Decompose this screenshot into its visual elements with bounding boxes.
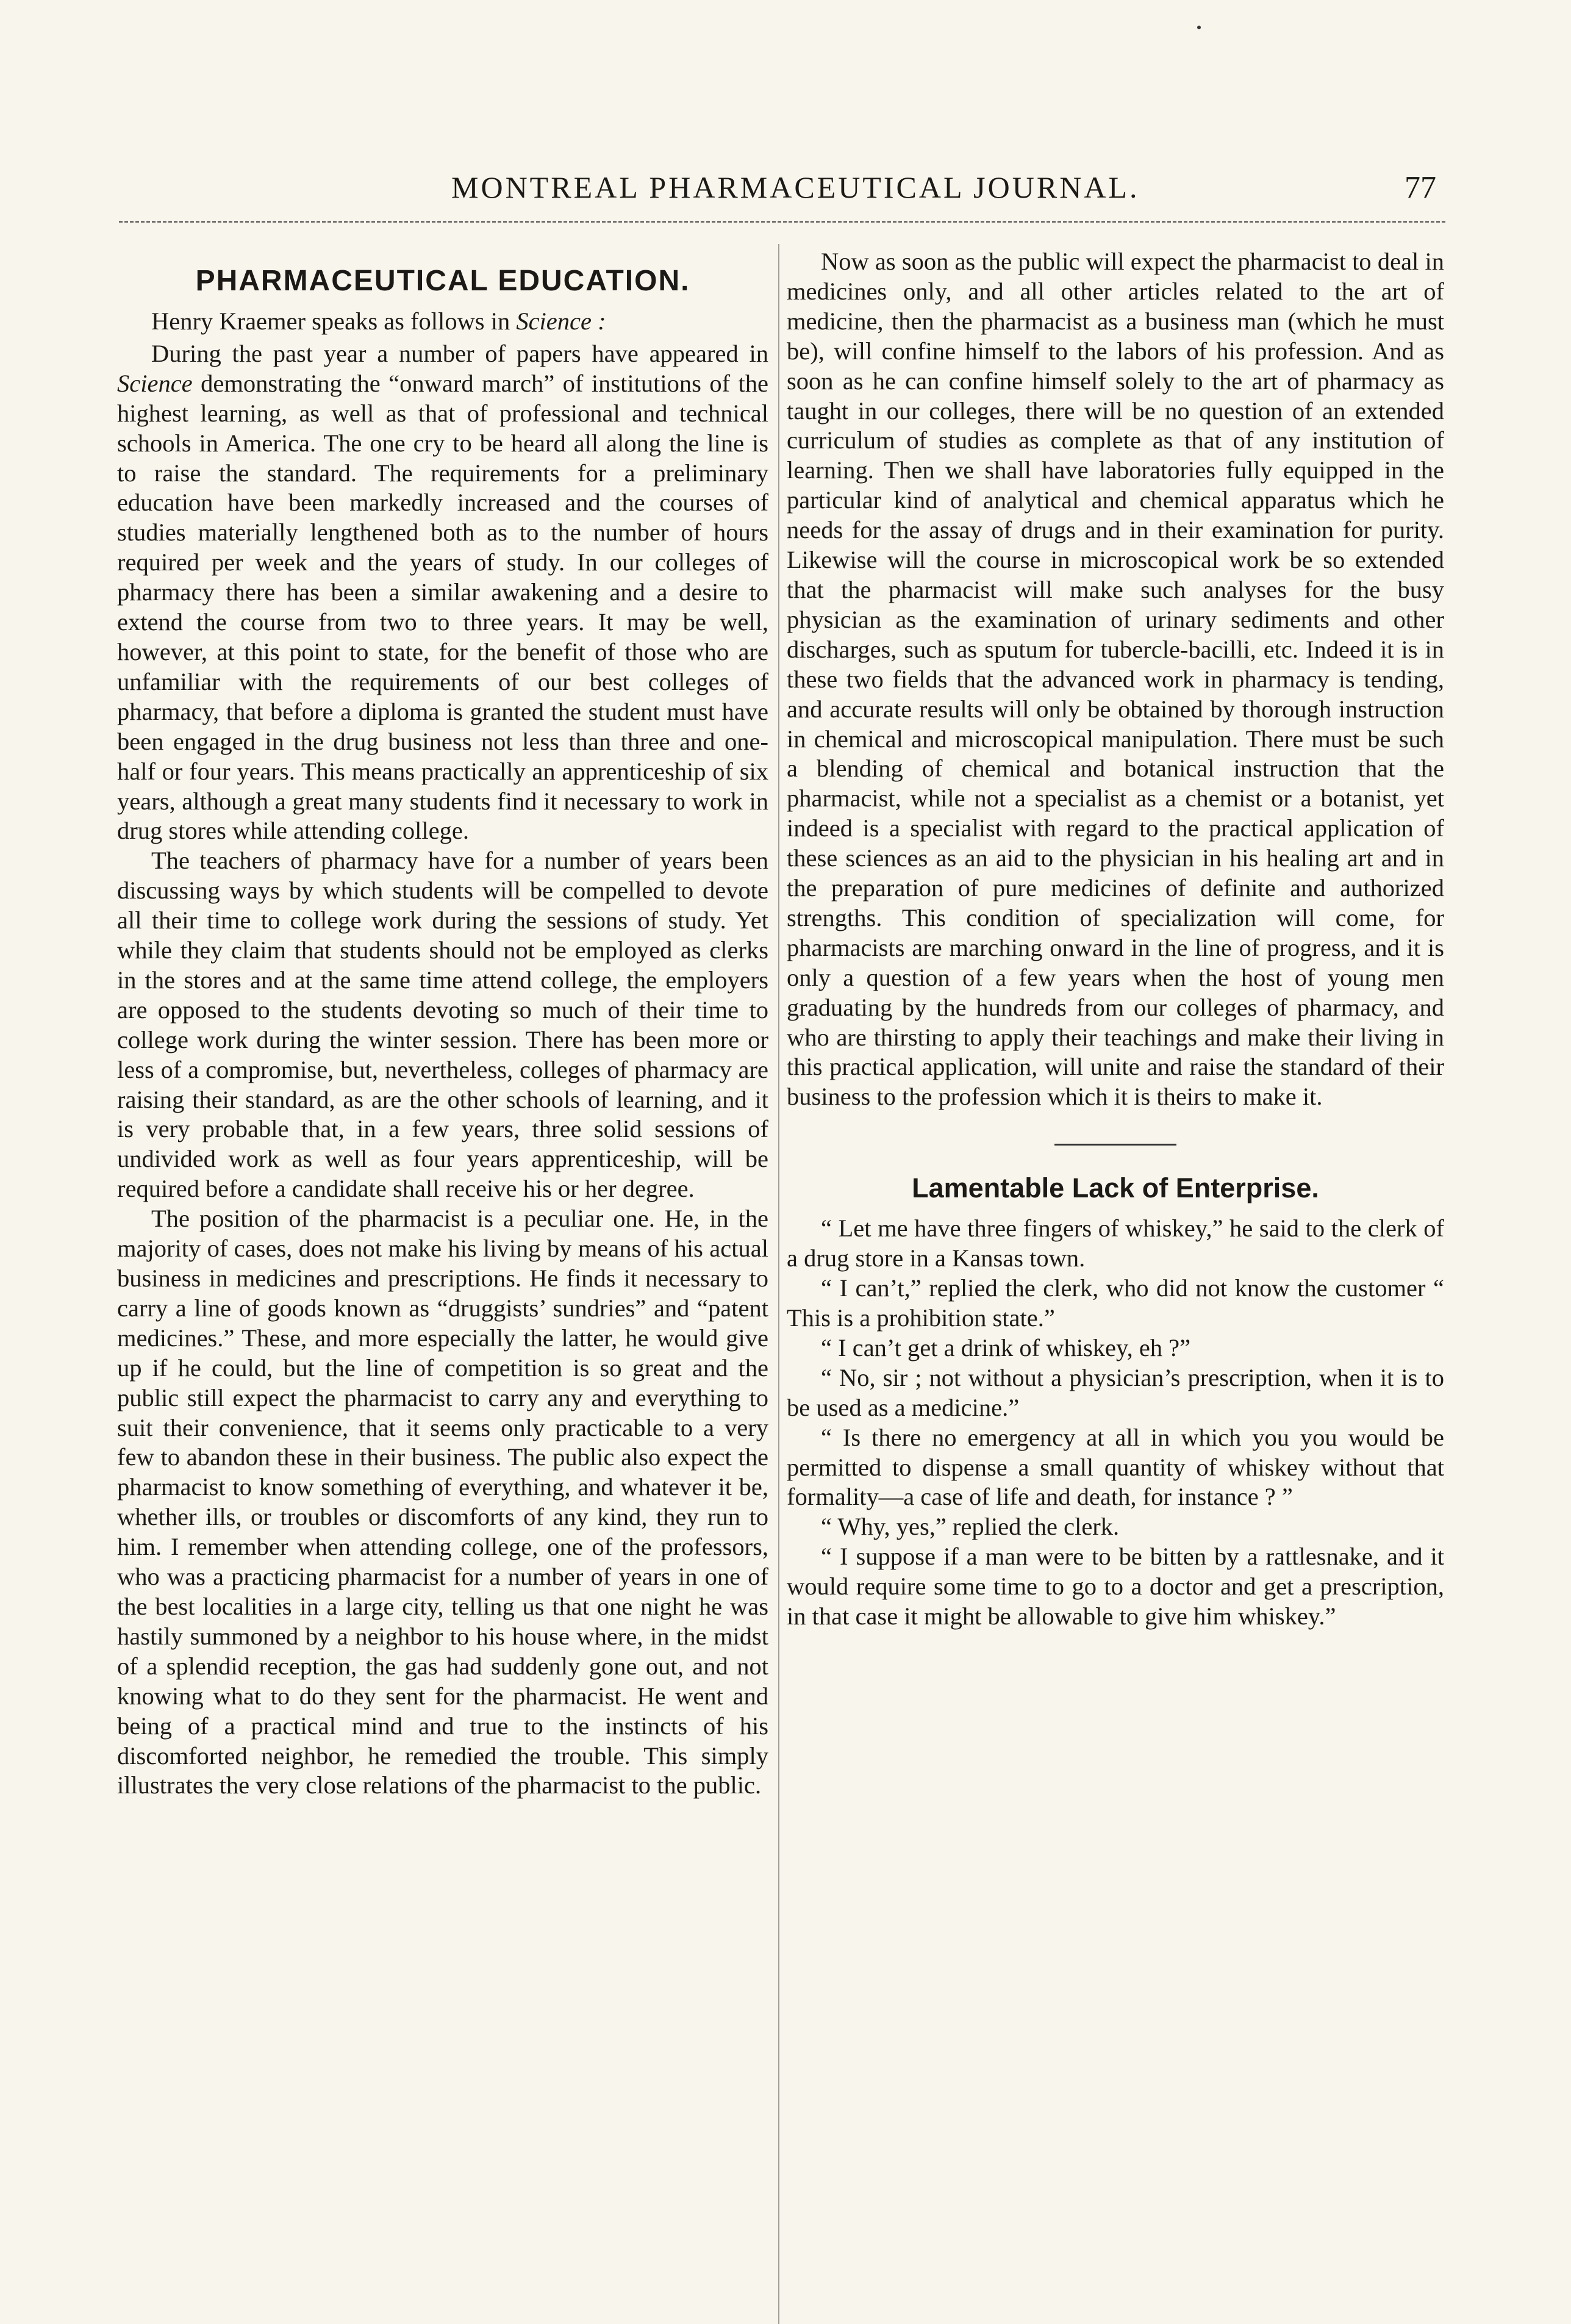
page-number: 77 (1405, 170, 1436, 205)
paragraph-4: Now as soon as the public will expect the pharmacist to deal in medicines only, and all other articles related to the art of medicine, then the pharmacist as a business man (which he must be), will confine himself to the labors of his profession. And as soon as he can confine himself solely to the art of pharmacy as taught in our colleges, there will be no question of an extended curriculum of studies as complete as that of any institution of learning. Then we shall have laboratories fully equipped in the particular kind of analytical and chemical apparatus which he needs for the assay of drugs and in their examination for purity. Likewise will the course in microscopical work be so extended that the pharmacist will make such analyses for the busy physician as the examination of urinary sediments and other discharges, such as sputum for tubercle-bacilli, etc. Indeed it is in these two fields that the advanced work in pharmacy is tending, and accurate results will only be obtained by thorough instruction in chemical and microscopical manipulation. There must be such a blending of chemical and botanical instruction that the pharmacist, while not a specialist as a chemist or a botanist, yet indeed is a specialist with regard to the practical application of these sciences as an aid to the physician in his healing art and in the preparation of pure medicines of definite and authorized strengths. This condition of specialization will come, for pharmacists are marching onward in the line of progress, and it is only a question of a few years when the host of young men graduating by the hundreds from our colleges of pharmacy, and who are thirsting to apply their teachings and make their living in this practical application, will unite and raise the standard of their business to the profession which it is theirs to make it. (787, 248, 1444, 1111)
paragraph-2: The teachers of pharmacy have for a number of years been discussing ways by which students will be compelled to devote all their time to college work during the sessions of study. Yet while they claim that students should not be employed as clerks in the stores and at the same time attend college, the employers are opposed to the students devoting so much of their time to college work during the winter session. There has been more or less of a compromise, but, nevertheless, colleges of pharmacy are raising their standard, as are the other schools of learning, and it is very probable that, in a few years, three solid sessions of undivided work as well as four years apprenticeship, will be required before a candidate shall receive his or her degree. (117, 847, 768, 1203)
header-rule (119, 221, 1445, 225)
journal-title: MONTREAL PHARMACEUTICAL JOURNAL. (451, 170, 1140, 204)
dialogue-line-5: “ Is there no emergency at all in which you you would be permitted to dispense a small quantity of whiskey without that formality—a case of life and death, for instance ? ” (787, 1423, 1444, 1511)
byline-source: Science : (516, 307, 606, 335)
dialogue-line-7: “ I suppose if a man were to be bitten by a rattlesnake, and it would require some time to go to a doctor and get a prescription, in that case it might be allowable to give him whiskey.” (787, 1543, 1444, 1630)
paragraph-1 (117, 339, 768, 846)
byline-text: Henry Kraemer speaks as follows in (151, 307, 517, 335)
dialogue-line-3: “ I can’t get a drink of whiskey, eh ?” (821, 1333, 1191, 1361)
dialogue-line-1: “ Let me have three fingers of whiskey,” he said to the clerk of a drug store in a Kansas town. (787, 1214, 1444, 1272)
dialogue-line-4: “ No, sir ; not without a physician’s prescription, when it is to be used as a medicine.” (787, 1363, 1444, 1421)
running-head (119, 165, 1445, 213)
second-article-heading: Lamentable Lack of Enterprise. (912, 1172, 1319, 1204)
print-speck (1197, 26, 1201, 29)
paragraph-1-start: During the past year a number of papers have appeared in (151, 339, 768, 367)
paragraph-3: The position of the pharmacist is a peculiar one. He, in the majority of cases, does not make his living by means of his actual business in medicines and prescriptions. He finds it necessary to carry a line of goods known as “druggists’ sundries” and “patent medicines.” These, and more especially the latter, he would give up if he could, but the line of competition is so great and the public still expect the pharmacist to carry any and everything to suit their convenience, that it seems only practicable to a very few to abandon these in their business. The public also expect the pharmacist to know something of everything, and whatever it be, whether ills, or troubles or discomforts of any kind, they run to him. I remember when attending college, one of the professors, who was a practicing pharmacist for a number of years in one of the best localities in a large city, telling us that one night he was hastily summoned by a neighbor to his house where, in the midst of a splendid reception, the gas had suddenly gone out, and not knowing what to do they sent for the pharmacist. He went and being of a practical mind and true to the instincts of his discomforted neighbor, he remedied the trouble. This simply illustrates the very close relations of the pharmacist to the public. (117, 1205, 768, 1799)
column-rule (778, 244, 779, 2324)
article-heading: PHARMACEUTICAL EDUCATION. (195, 265, 690, 297)
paragraph-1-source: Science (117, 369, 193, 397)
dialogue-line-6: “ Why, yes,” replied the clerk. (821, 1513, 1120, 1541)
left-column (117, 247, 768, 1801)
paragraph-1-rest: demonstrating the “onward march” of institutions of the highest learning, as well as that of professional and technical schools in America. The one cry to be heard all along the line is to raise the standard. The requirements for a preliminary education have been markedly increased and the courses of studies materially lengthened both as to the number of hours required per week and the years of study. In our colleges of pharmacy there has been a similar awakening and a desire to extend the course from two to three years. It may be well, however, at this point to state, for the benefit of those who are unfamiliar with the requirements of our best colleges of pharmacy, that before a diploma is granted the student must have been engaged in the drug business not less than three and one-half or four years. This means practically an apprenticeship of six years, although a great many students find it necessary to work in drug stores while attending college. (117, 369, 768, 845)
section-divider (1054, 1144, 1176, 1146)
byline (117, 307, 768, 337)
dialogue-line-2: “ I can’t,” replied the clerk, who did not know the customer “ This is a prohibition state.” (787, 1274, 1444, 1332)
right-column (787, 247, 1444, 1632)
